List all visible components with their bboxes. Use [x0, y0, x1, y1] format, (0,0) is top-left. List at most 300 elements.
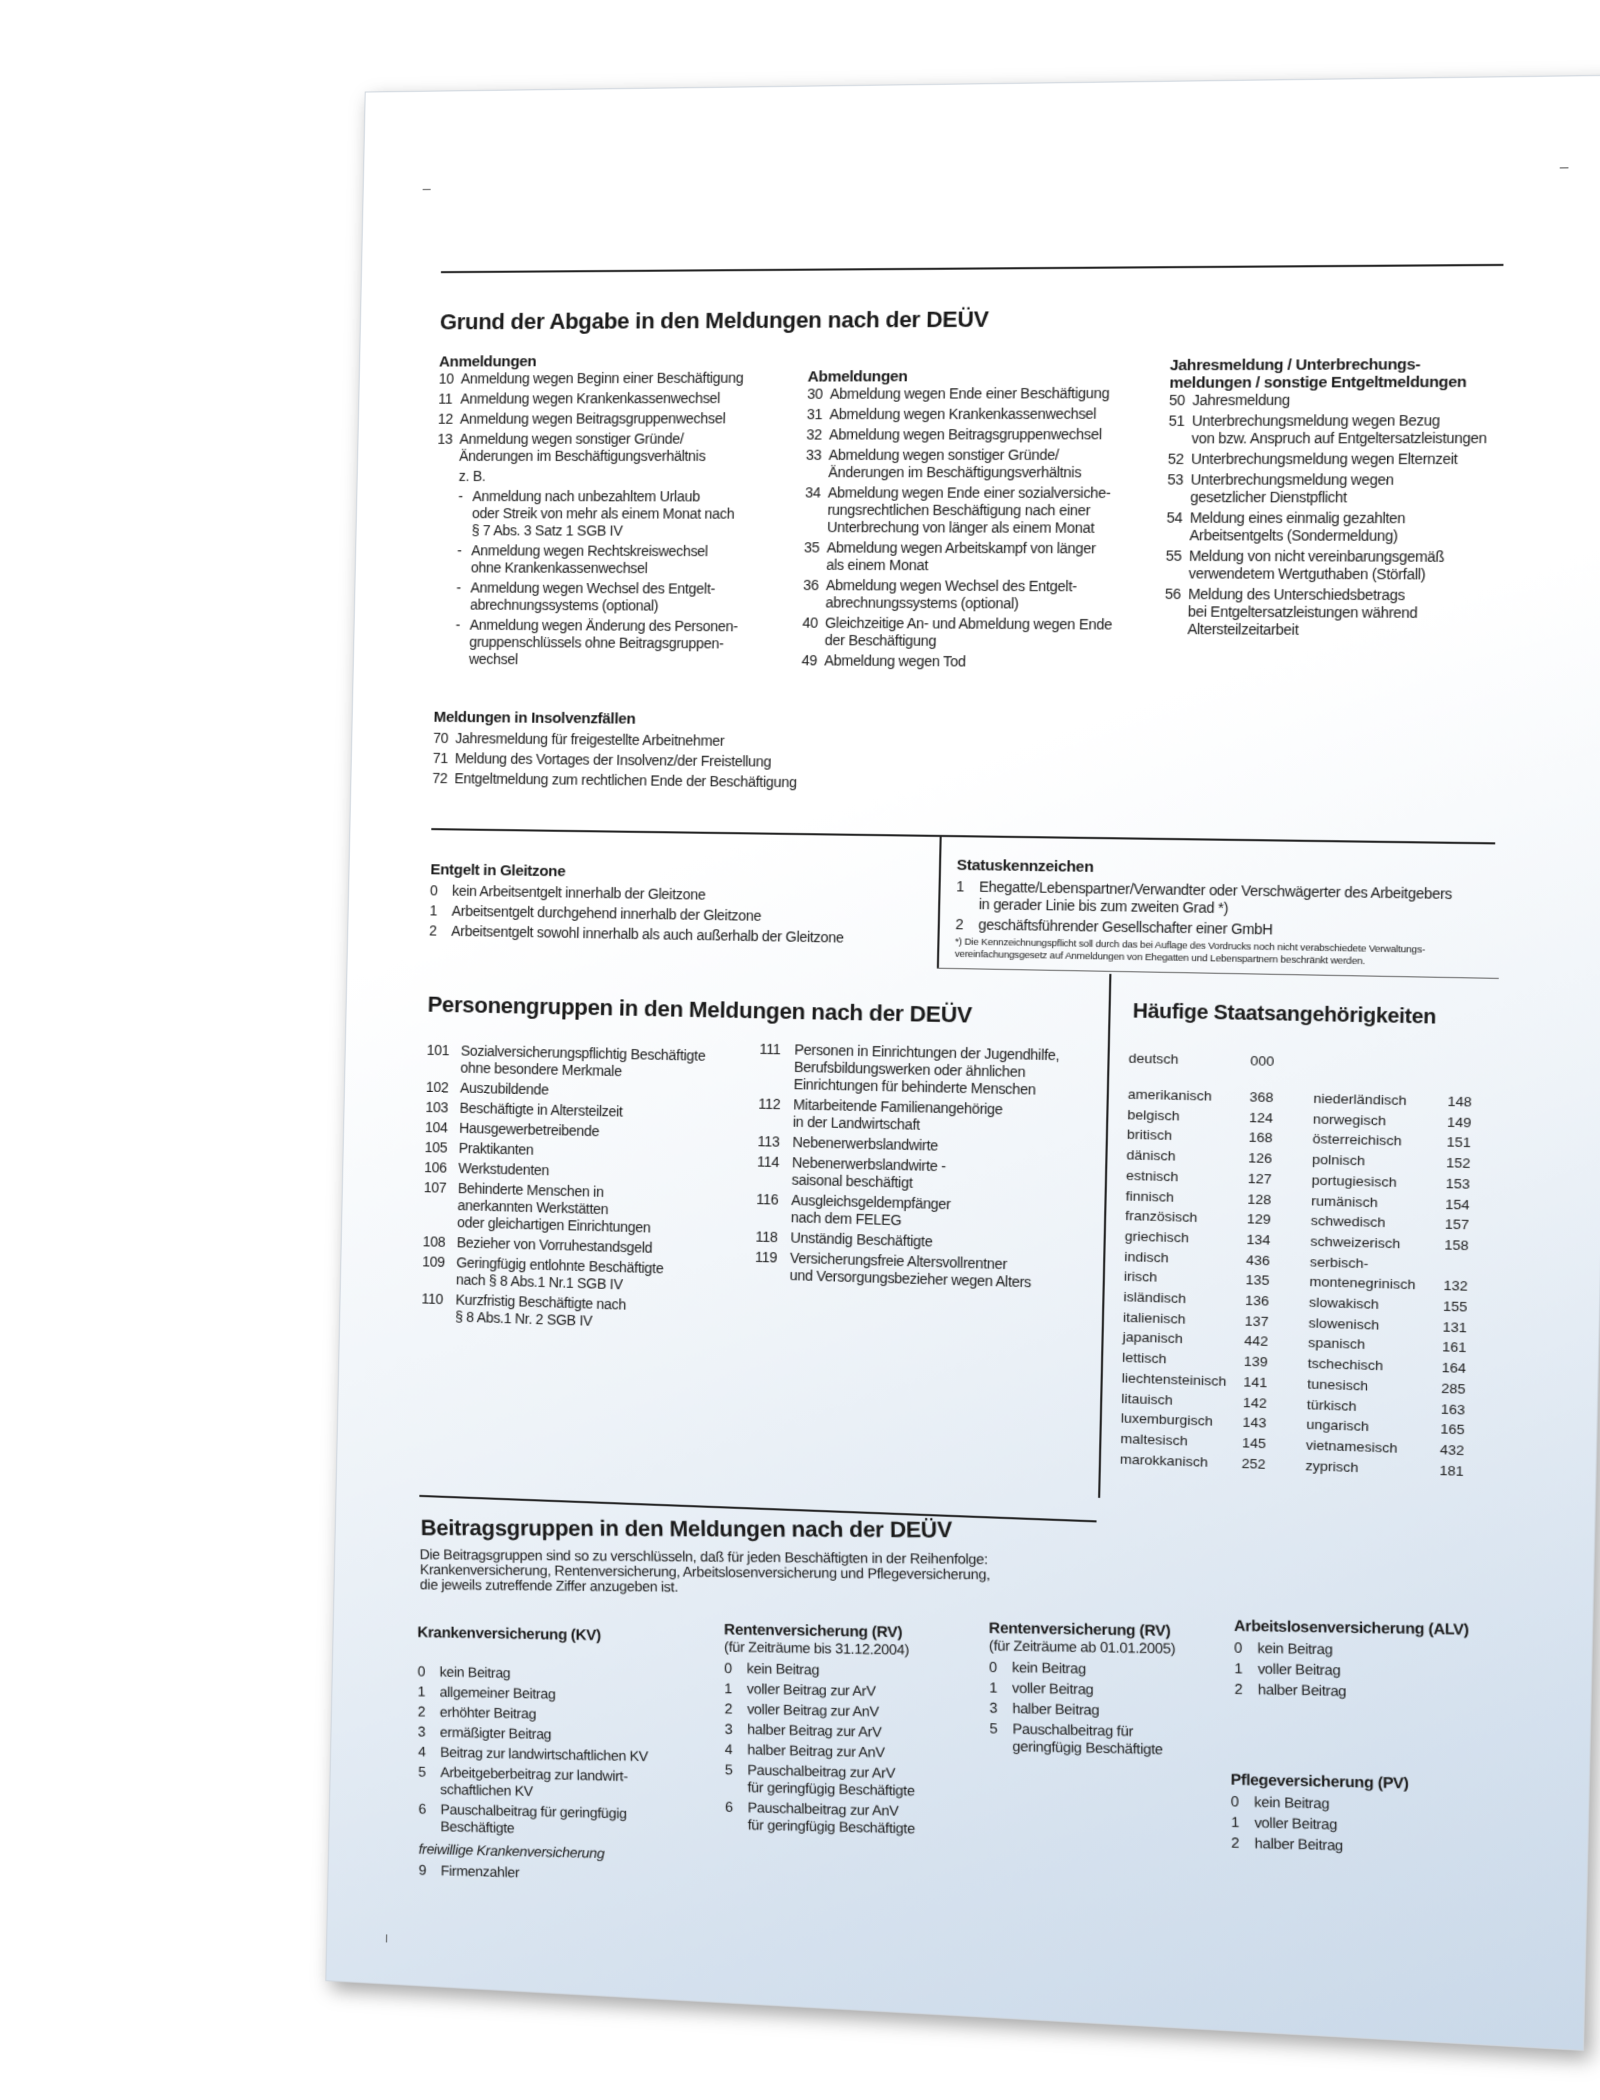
item-text: Abmeldung wegen Krankenkassenwechsel: [829, 405, 1097, 423]
list-item: [457, 542, 796, 578]
item-number: 113: [757, 1132, 780, 1150]
jahresmeldung-list: [1164, 391, 1522, 640]
list-item: [432, 770, 1047, 794]
nationality-code: 126: [1248, 1150, 1273, 1167]
item-text: Mitarbeitende Familienangehörige in der Landwirtschaft: [792, 1096, 1003, 1133]
item-number: 56: [1164, 585, 1181, 603]
item-text: Abmeldung wegen Wechsel des Entgelt- abrechnungssystems (optional): [825, 576, 1077, 612]
item-text: Abmeldung wegen Ende einer Beschäftigung: [829, 384, 1110, 402]
zb-label: z. B.: [458, 467, 486, 484]
rv1-list: [724, 1660, 973, 1839]
item-text: Gleichzeitige An- und Abmeldung wegen Ende der Beschäftigung: [824, 614, 1113, 649]
column-divider: [937, 835, 942, 968]
list-item: [807, 405, 1162, 423]
item-number: 101: [426, 1041, 450, 1059]
alv-heading: Arbeitslosenversicherung (ALV): [1234, 1617, 1469, 1639]
item-text: Nebenerwerbslandwirte: [792, 1133, 939, 1154]
nationality-name: britisch: [1126, 1126, 1173, 1144]
nationality-code: 148: [1447, 1093, 1472, 1110]
status-heading: Statuskennzeichen: [956, 856, 1094, 877]
item-text: voller Beitrag zur ArV: [746, 1680, 876, 1699]
list-item: [801, 652, 1156, 672]
list-item: [724, 1700, 972, 1722]
nationality-code: 129: [1246, 1211, 1272, 1228]
item-text: Anmeldung wegen sonstiger Gründe/ Änderungen im Beschäftigungsverhältnis: [459, 430, 706, 464]
item-text: Werkstudenten: [458, 1159, 550, 1179]
nationality-code: 432: [1439, 1441, 1465, 1459]
section-rule: [431, 828, 1495, 844]
item-text: Arbeitsentgelt durchgehend innerhalb der Gleitzone: [451, 902, 762, 924]
item-text: Beschäftigte in Altersteilzeit: [459, 1099, 623, 1120]
status-list: [955, 878, 1497, 942]
item-number: 119: [754, 1248, 778, 1266]
item-number: 107: [423, 1179, 447, 1196]
abmeldungen-section: [801, 367, 1162, 675]
nationality-name: amerikanisch: [1127, 1086, 1213, 1104]
item-text: voller Beitrag: [1254, 1814, 1338, 1833]
list-item: [989, 1699, 1221, 1721]
rv2-subheading: (für Zeiträume ab 01.01.2005): [988, 1637, 1176, 1657]
item-number: 118: [755, 1228, 778, 1246]
item-number: 104: [424, 1118, 448, 1136]
item-number: 0: [429, 882, 438, 899]
nationality-code: 137: [1244, 1312, 1269, 1330]
nationality-name: zyprisch: [1305, 1457, 1359, 1475]
item-text: halber Beitrag zur ArV: [747, 1720, 882, 1740]
item-number: 3: [724, 1720, 733, 1737]
item-text: Anmeldung nach unbezahltem Urlaub oder Streik von mehr als einem Monat nach § 7 Abs. 3 Satz 1 SGB IV: [471, 488, 735, 539]
nationality-name: türkisch: [1306, 1396, 1357, 1414]
item-text: Unständig Beschäftigte: [790, 1229, 933, 1250]
list-item: [803, 577, 1158, 613]
item-text: Abmeldung wegen Beitragsgruppenwechsel: [828, 425, 1102, 443]
list-item: [805, 446, 1160, 481]
list-item: [438, 390, 799, 408]
nationality-name: rumänisch: [1311, 1192, 1379, 1210]
gleitzone-list: [429, 882, 920, 948]
item-number: 0: [1230, 1792, 1239, 1810]
list-item: [807, 385, 1162, 403]
nationality-name: ungarisch: [1306, 1416, 1370, 1435]
item-number: 1: [1230, 1813, 1239, 1831]
item-text: Jahresmeldung: [1192, 391, 1291, 409]
list-item: [1168, 450, 1521, 468]
item-text: kein Arbeitsentgelt innerhalb der Gleitzone: [451, 882, 706, 903]
list-item: [725, 1799, 973, 1839]
nationality-name: tunesisch: [1307, 1375, 1369, 1394]
item-number: 72: [432, 769, 448, 787]
nationality-code: 153: [1445, 1175, 1471, 1192]
item-text: kein Beitrag: [1257, 1639, 1333, 1658]
item-number: 3: [989, 1699, 998, 1716]
list-item: [759, 1041, 1103, 1101]
list-item: [1231, 1793, 1477, 1816]
item-number: 1: [417, 1683, 426, 1700]
item-text: Ausgleichsgeldempfänger nach dem FELEG: [790, 1191, 951, 1229]
list-item: [802, 614, 1157, 651]
item-number: 2: [1231, 1834, 1240, 1851]
nationality-name: lettisch: [1121, 1349, 1167, 1367]
nationality-name: marokkanisch: [1119, 1450, 1209, 1470]
abmeldungen-heading: Abmeldungen: [807, 368, 908, 386]
nationality-name: litauisch: [1121, 1390, 1173, 1408]
nationality-name: norwegisch: [1312, 1110, 1387, 1129]
nationality-code: 134: [1246, 1231, 1271, 1248]
list-item: [1234, 1660, 1480, 1682]
nationality-name: österreichisch: [1312, 1131, 1402, 1149]
item-number: 49: [801, 652, 818, 669]
item-number: 6: [418, 1800, 426, 1817]
nationality-code: 165: [1440, 1421, 1465, 1438]
nationality-code: 141: [1243, 1373, 1268, 1391]
nationality-name: schweizerisch: [1310, 1233, 1401, 1252]
nationality-grid: [1120, 1084, 1491, 1482]
nationality-code: 181: [1439, 1462, 1464, 1479]
item-number: 102: [425, 1078, 449, 1096]
list-item: [418, 1801, 712, 1842]
item-text: ermäßigter Beitrag: [439, 1723, 552, 1743]
item-number: 0: [989, 1658, 997, 1676]
nationality-code: 151: [1446, 1134, 1472, 1151]
list-item: [754, 1249, 1097, 1294]
item-text: Kurzfristig Beschäftigte nach § 8 Abs.1 Nr. 2 SGB IV: [455, 1291, 627, 1329]
nationality-code: 132: [1443, 1277, 1468, 1295]
nationality-name: italienisch: [1122, 1309, 1186, 1327]
item-text: Meldung eines einmalig gezahlten Arbeitsentgelts (Sondermeldung): [1189, 509, 1406, 544]
item-text: voller Beitrag zur AnV: [746, 1700, 879, 1720]
list-item: [418, 1723, 712, 1746]
nationality-code: 124: [1248, 1109, 1274, 1126]
nationality-code: 139: [1243, 1353, 1268, 1370]
nationality-name: belgisch: [1127, 1106, 1180, 1124]
item-number: 106: [424, 1159, 447, 1176]
nationality-name: indisch: [1124, 1248, 1169, 1266]
nationality-code: 149: [1446, 1113, 1472, 1131]
nationality-name: französisch: [1125, 1207, 1198, 1226]
anmeldungen-heading: Anmeldungen: [438, 353, 537, 371]
item-number: 54: [1166, 509, 1183, 526]
item-text: Pauschalbeitrag zur ArV für geringfügig Beschäftigte: [747, 1761, 915, 1799]
nationality-name: maltesisch: [1120, 1430, 1188, 1449]
item-number: -: [456, 579, 461, 596]
item-number: 110: [421, 1290, 444, 1308]
item-text: Personen in Einrichtungen der Jugendhilfe, Berufsbildungswerken oder ähnlichen Einrichtungen für behinderte Menschen: [793, 1041, 1060, 1098]
item-number: 30: [807, 385, 823, 402]
item-text: Unterbrechungsmeldung wegen Elternzeit: [1190, 450, 1458, 468]
item-number: 10: [438, 370, 454, 387]
list-item: [457, 488, 797, 540]
list-item: [418, 1663, 712, 1685]
kv-note: freiwillige Krankenversicherung: [418, 1840, 605, 1862]
list-item: [724, 1660, 972, 1682]
item-number: 51: [1168, 412, 1185, 429]
corner-mark: [386, 1934, 387, 1942]
list-item: [725, 1720, 973, 1742]
item-text: Anmeldung wegen Wechsel des Entgelt- abrechnungssystems (optional): [469, 579, 716, 614]
item-text: Anmeldung wegen Krankenkassenwechsel: [460, 389, 721, 407]
item-number: 1: [1234, 1659, 1243, 1677]
item-number: 11: [438, 390, 453, 407]
nationality-code: 161: [1441, 1339, 1467, 1356]
jahresmeldung-section: [1164, 356, 1523, 644]
kv-section: [417, 1624, 712, 1889]
item-number: 12: [437, 410, 454, 427]
list-item: [724, 1680, 972, 1702]
fold-mark: [1560, 167, 1569, 168]
nationality-code: [1444, 1255, 1488, 1277]
item-text: allgemeiner Beitrag: [439, 1683, 556, 1702]
nationality-code: 154: [1445, 1195, 1470, 1213]
item-text: geschäftsführender Gesellschafter einer GmbH: [978, 916, 1273, 938]
item-text: kein Beitrag: [1254, 1793, 1330, 1812]
insolvenz-list: [432, 730, 1048, 794]
list-item: [725, 1741, 973, 1763]
section-rule: [441, 264, 1504, 273]
item-number: 4: [417, 1743, 426, 1760]
item-text: kein Beitrag: [439, 1663, 511, 1681]
list-item: [1165, 547, 1519, 584]
nationality-code: 158: [1444, 1236, 1469, 1254]
item-text: Anmeldung wegen Beginn einer Beschäftigung: [460, 369, 744, 387]
rv1-section: [724, 1621, 973, 1842]
kv-heading: Krankenversicherung (KV): [417, 1624, 601, 1645]
item-text: erhöhter Beitrag: [439, 1703, 537, 1722]
item-text: Abmeldung wegen sonstiger Gründe/ Änderungen im Beschäftigungsverhältnis: [828, 446, 1082, 481]
nationality-code: 131: [1442, 1318, 1468, 1336]
list-item: [418, 1683, 712, 1706]
item-number: 9: [418, 1861, 427, 1878]
item-number: 52: [1167, 450, 1184, 468]
item-text: kein Beitrag: [1012, 1658, 1086, 1677]
item-text: halber Beitrag zur AnV: [747, 1741, 885, 1761]
list-item: [1231, 1814, 1477, 1837]
nationality-name: dänisch: [1126, 1147, 1176, 1164]
item-number: 111: [759, 1040, 781, 1058]
item-number: 5: [418, 1763, 426, 1780]
item-number: 103: [425, 1098, 449, 1116]
item-text: Pauschalbeitrag für geringfügig Beschäftigte: [1012, 1720, 1163, 1758]
item-text: Firmenzahler: [440, 1862, 520, 1881]
item-number: 50: [1168, 391, 1186, 409]
item-text: Versicherungsfreie Altersvollrentner und Versorgungsbezieher wegen Alters: [789, 1249, 1032, 1291]
item-text: Geringfügig entlohnte Beschäftigte nach § 8 Abs.1 Nr.1 SGB IV: [455, 1254, 664, 1293]
nationality-code: 143: [1242, 1414, 1267, 1431]
status-section: [955, 857, 1498, 971]
anmeldungen-list: [437, 369, 800, 465]
list-item: [989, 1720, 1221, 1760]
nationality-code: 168: [1248, 1129, 1273, 1146]
item-number: 32: [806, 426, 823, 443]
nationality-code: 145: [1241, 1434, 1267, 1452]
staaten-deutsch: [1128, 1048, 1491, 1076]
item-text: halber Beitrag: [1012, 1699, 1100, 1718]
list-item: [456, 579, 795, 615]
item-number: 70: [433, 729, 449, 747]
item-text: Abmeldung wegen Arbeitskampf von länger als einem Monat: [826, 539, 1096, 574]
item-number: 2: [417, 1703, 426, 1720]
list-item: [421, 1290, 746, 1334]
list-item: [1231, 1834, 1477, 1857]
nationality-code: 436: [1245, 1251, 1271, 1269]
nationality-name: niederländisch: [1313, 1090, 1407, 1109]
list-item: [758, 1095, 1102, 1138]
document-page: [325, 75, 1600, 2051]
insolvenz-section: [432, 709, 1049, 798]
item-text: Unterbrechungsmeldung wegen Bezug von bzw. Anspruch auf Entgeltersatzleistungen: [1191, 412, 1487, 447]
item-text: Meldung des Vortages der Insolvenz/der Freistellung: [454, 750, 772, 770]
personengruppen-list-1: [421, 1042, 751, 1338]
item-text: Jahresmeldung für freigestellte Arbeitnehmer: [455, 730, 725, 749]
staaten-table: [1120, 1084, 1491, 1482]
item-number: 13: [437, 430, 453, 447]
item-number: 114: [756, 1153, 780, 1171]
rv2-heading: Rentenversicherung (RV): [988, 1619, 1171, 1640]
nationality-code: 128: [1247, 1190, 1272, 1207]
nationality-name: vietnamesisch: [1305, 1437, 1398, 1456]
anmeldungen-zb: [436, 468, 797, 485]
item-number: 1: [724, 1679, 733, 1697]
alv-list: [1234, 1639, 1481, 1702]
rv2-list: [989, 1659, 1221, 1760]
list-item: [1234, 1680, 1480, 1702]
nationality-code: 252: [1241, 1455, 1266, 1472]
list-item: [803, 539, 1158, 575]
item-number: 55: [1165, 547, 1182, 564]
nationality-name: estnisch: [1125, 1167, 1179, 1185]
item-number: -: [457, 542, 462, 559]
item-number: 0: [724, 1659, 732, 1677]
item-number: 6: [724, 1798, 733, 1815]
nationality-code: 163: [1440, 1400, 1466, 1418]
beitragsgruppen-title: Beitragsgruppen in den Meldungen nach der DEÜV: [420, 1515, 953, 1543]
rv1-heading: Rentenversicherung (RV): [724, 1621, 903, 1642]
jahresmeldung-heading: Jahresmeldung / Unterbrechungs- meldungen / sonstige Entgeltmeldungen: [1169, 355, 1467, 392]
item-text: Abmeldung wegen Ende einer sozialversiche- rungsrechtlichen Beschäftigung nach einer Unterbrechung von länger als einem Monat: [826, 484, 1111, 536]
nationality-code: 285: [1441, 1380, 1466, 1397]
nationality-name: liechtensteinisch: [1121, 1369, 1227, 1389]
nationality-name: isländisch: [1123, 1288, 1187, 1307]
anmeldungen-section: [433, 352, 800, 673]
item-number: 2: [724, 1700, 733, 1717]
item-text: Hausgewerbetreibende: [459, 1119, 600, 1140]
item-text: Abmeldung wegen Tod: [824, 652, 966, 670]
item-text: Beitrag zur landwirtschaftlichen KV: [440, 1743, 649, 1765]
insolvenz-heading: Meldungen in Insolvenzfällen: [433, 708, 636, 728]
list-item: [756, 1191, 1100, 1235]
item-text: Ehegatte/Lebenspartner/Verwandter oder Verschwägerter des Arbeitgebers in gerader Linie bis zum zweiten Grad *): [978, 878, 1453, 917]
alv-section: [1234, 1617, 1481, 1705]
item-text: Auszubildende: [459, 1079, 549, 1098]
item-number: 112: [758, 1095, 781, 1113]
item-text: Praktikanten: [458, 1139, 534, 1158]
list-item: [989, 1659, 1221, 1680]
item-text: Sozialversicherungspflichtig Beschäftigte ohne besondere Merkmale: [460, 1042, 706, 1080]
item-number: -: [458, 487, 463, 505]
item-text: Bezieher von Vorruhestandsgeld: [456, 1234, 653, 1256]
item-text: Entgeltmeldung zum rechtlichen Ende der Beschäftigung: [454, 770, 797, 791]
item-number: 105: [424, 1138, 448, 1156]
item-number: 108: [422, 1233, 446, 1250]
nationality-name: finnisch: [1125, 1187, 1175, 1205]
list-item: [956, 878, 1498, 921]
item-text: Nebenerwerbslandwirte - saisonal beschäftigt: [791, 1154, 947, 1191]
item-number: 116: [756, 1190, 779, 1208]
item-number: 2: [429, 922, 437, 939]
item-number: 1: [429, 902, 438, 919]
nationality-code: 142: [1242, 1394, 1268, 1411]
rv2-section: [989, 1620, 1221, 1763]
list-item: [1166, 509, 1520, 545]
list-item: [438, 410, 799, 428]
grund-title: Grund der Abgabe in den Meldungen nach der DEÜV: [439, 306, 989, 335]
item-number: 36: [803, 576, 819, 594]
item-text: Meldung des Unterschiedsbetrags bei Entgeltersatzleistungen während Altersteilzeitarbeit: [1187, 585, 1418, 638]
nationality-code: 155: [1442, 1298, 1468, 1315]
nationality-name: deutsch: [1128, 1050, 1179, 1067]
staaten-title: Häufige Staatsangehörigkeiten: [1132, 1000, 1437, 1029]
personengruppen-title: Personengruppen in den Meldungen nach der DEÜV: [427, 991, 973, 1028]
nationality-code: 442: [1244, 1333, 1269, 1350]
item-number: 33: [805, 446, 822, 463]
item-text: Pauschalbeitrag für geringfügig Beschäftigte: [440, 1801, 627, 1836]
list-item: [418, 1703, 712, 1726]
item-text: Anmeldung wegen Rechtskreiswechsel ohne Krankenkassenwechsel: [470, 542, 709, 577]
abmeldungen-list: [801, 385, 1162, 672]
nationality-name: irisch: [1123, 1268, 1158, 1286]
item-text: Anmeldung wegen Änderung des Personen- gruppenschlüssels ohne Beitragsgruppen- wechsel: [468, 616, 738, 668]
list-item: [423, 1179, 748, 1239]
item-text: Anmeldung wegen Beitragsgruppenwechsel: [459, 410, 726, 427]
item-text: Behinderte Menschen in anerkannten Werkstätten oder gleichartigen Einrichtungen: [457, 1179, 651, 1236]
nationality-code: 000: [1250, 1052, 1275, 1069]
status-footnote: *) Die Kennzeichnungspflicht soll durch das bei Auflage des Vordrucks noch nicht verabschiedete Verwaltungs- vereinfachungsgesetz auf Anmeldungen von Ehegatten und Lebenspartnern beschränkt werden.: [954, 936, 1426, 968]
list-item: [1169, 391, 1522, 409]
item-number: 35: [803, 539, 820, 556]
nationality-name: schwedisch: [1310, 1212, 1386, 1231]
list-item: [418, 1743, 712, 1766]
pv-list: [1231, 1793, 1478, 1858]
nationality-name: montenegrinisch: [1309, 1274, 1416, 1293]
list-item: [433, 730, 1048, 753]
kv-list: [418, 1663, 712, 1841]
list-item: [806, 426, 1161, 444]
item-text: Arbeitsentgelt sowohl innerhalb als auch außerhalb der Gleitzone: [451, 922, 844, 946]
list-item: [725, 1761, 973, 1801]
item-number: 4: [724, 1740, 733, 1758]
nationality-code: 135: [1245, 1272, 1270, 1289]
list-item: [455, 617, 795, 671]
item-text: halber Beitrag: [1254, 1834, 1343, 1854]
nationality-name: griechisch: [1124, 1228, 1190, 1246]
nationality-code: 368: [1249, 1089, 1274, 1106]
list-item: [439, 369, 800, 387]
kv-extra-item: [419, 1862, 713, 1886]
pv-section: [1231, 1771, 1478, 1860]
item-number: 5: [989, 1719, 998, 1737]
item-text: kein Beitrag: [746, 1660, 820, 1678]
item-number: -: [455, 616, 461, 633]
item-number: 1: [989, 1678, 998, 1696]
nationality-code: 157: [1444, 1216, 1470, 1233]
list-item: [1167, 471, 1521, 507]
item-text: Meldung von nicht vereinbarungsgemäß verwendetem Wertguthaben (Störfall): [1188, 547, 1445, 583]
item-number: 0: [417, 1663, 426, 1680]
anmeldungen-sublist: [433, 488, 797, 670]
personengruppen-list-2: [754, 1041, 1102, 1297]
nationality-code: 127: [1247, 1170, 1272, 1187]
item-number: 1: [956, 878, 965, 895]
nationality-code: 164: [1441, 1359, 1467, 1377]
